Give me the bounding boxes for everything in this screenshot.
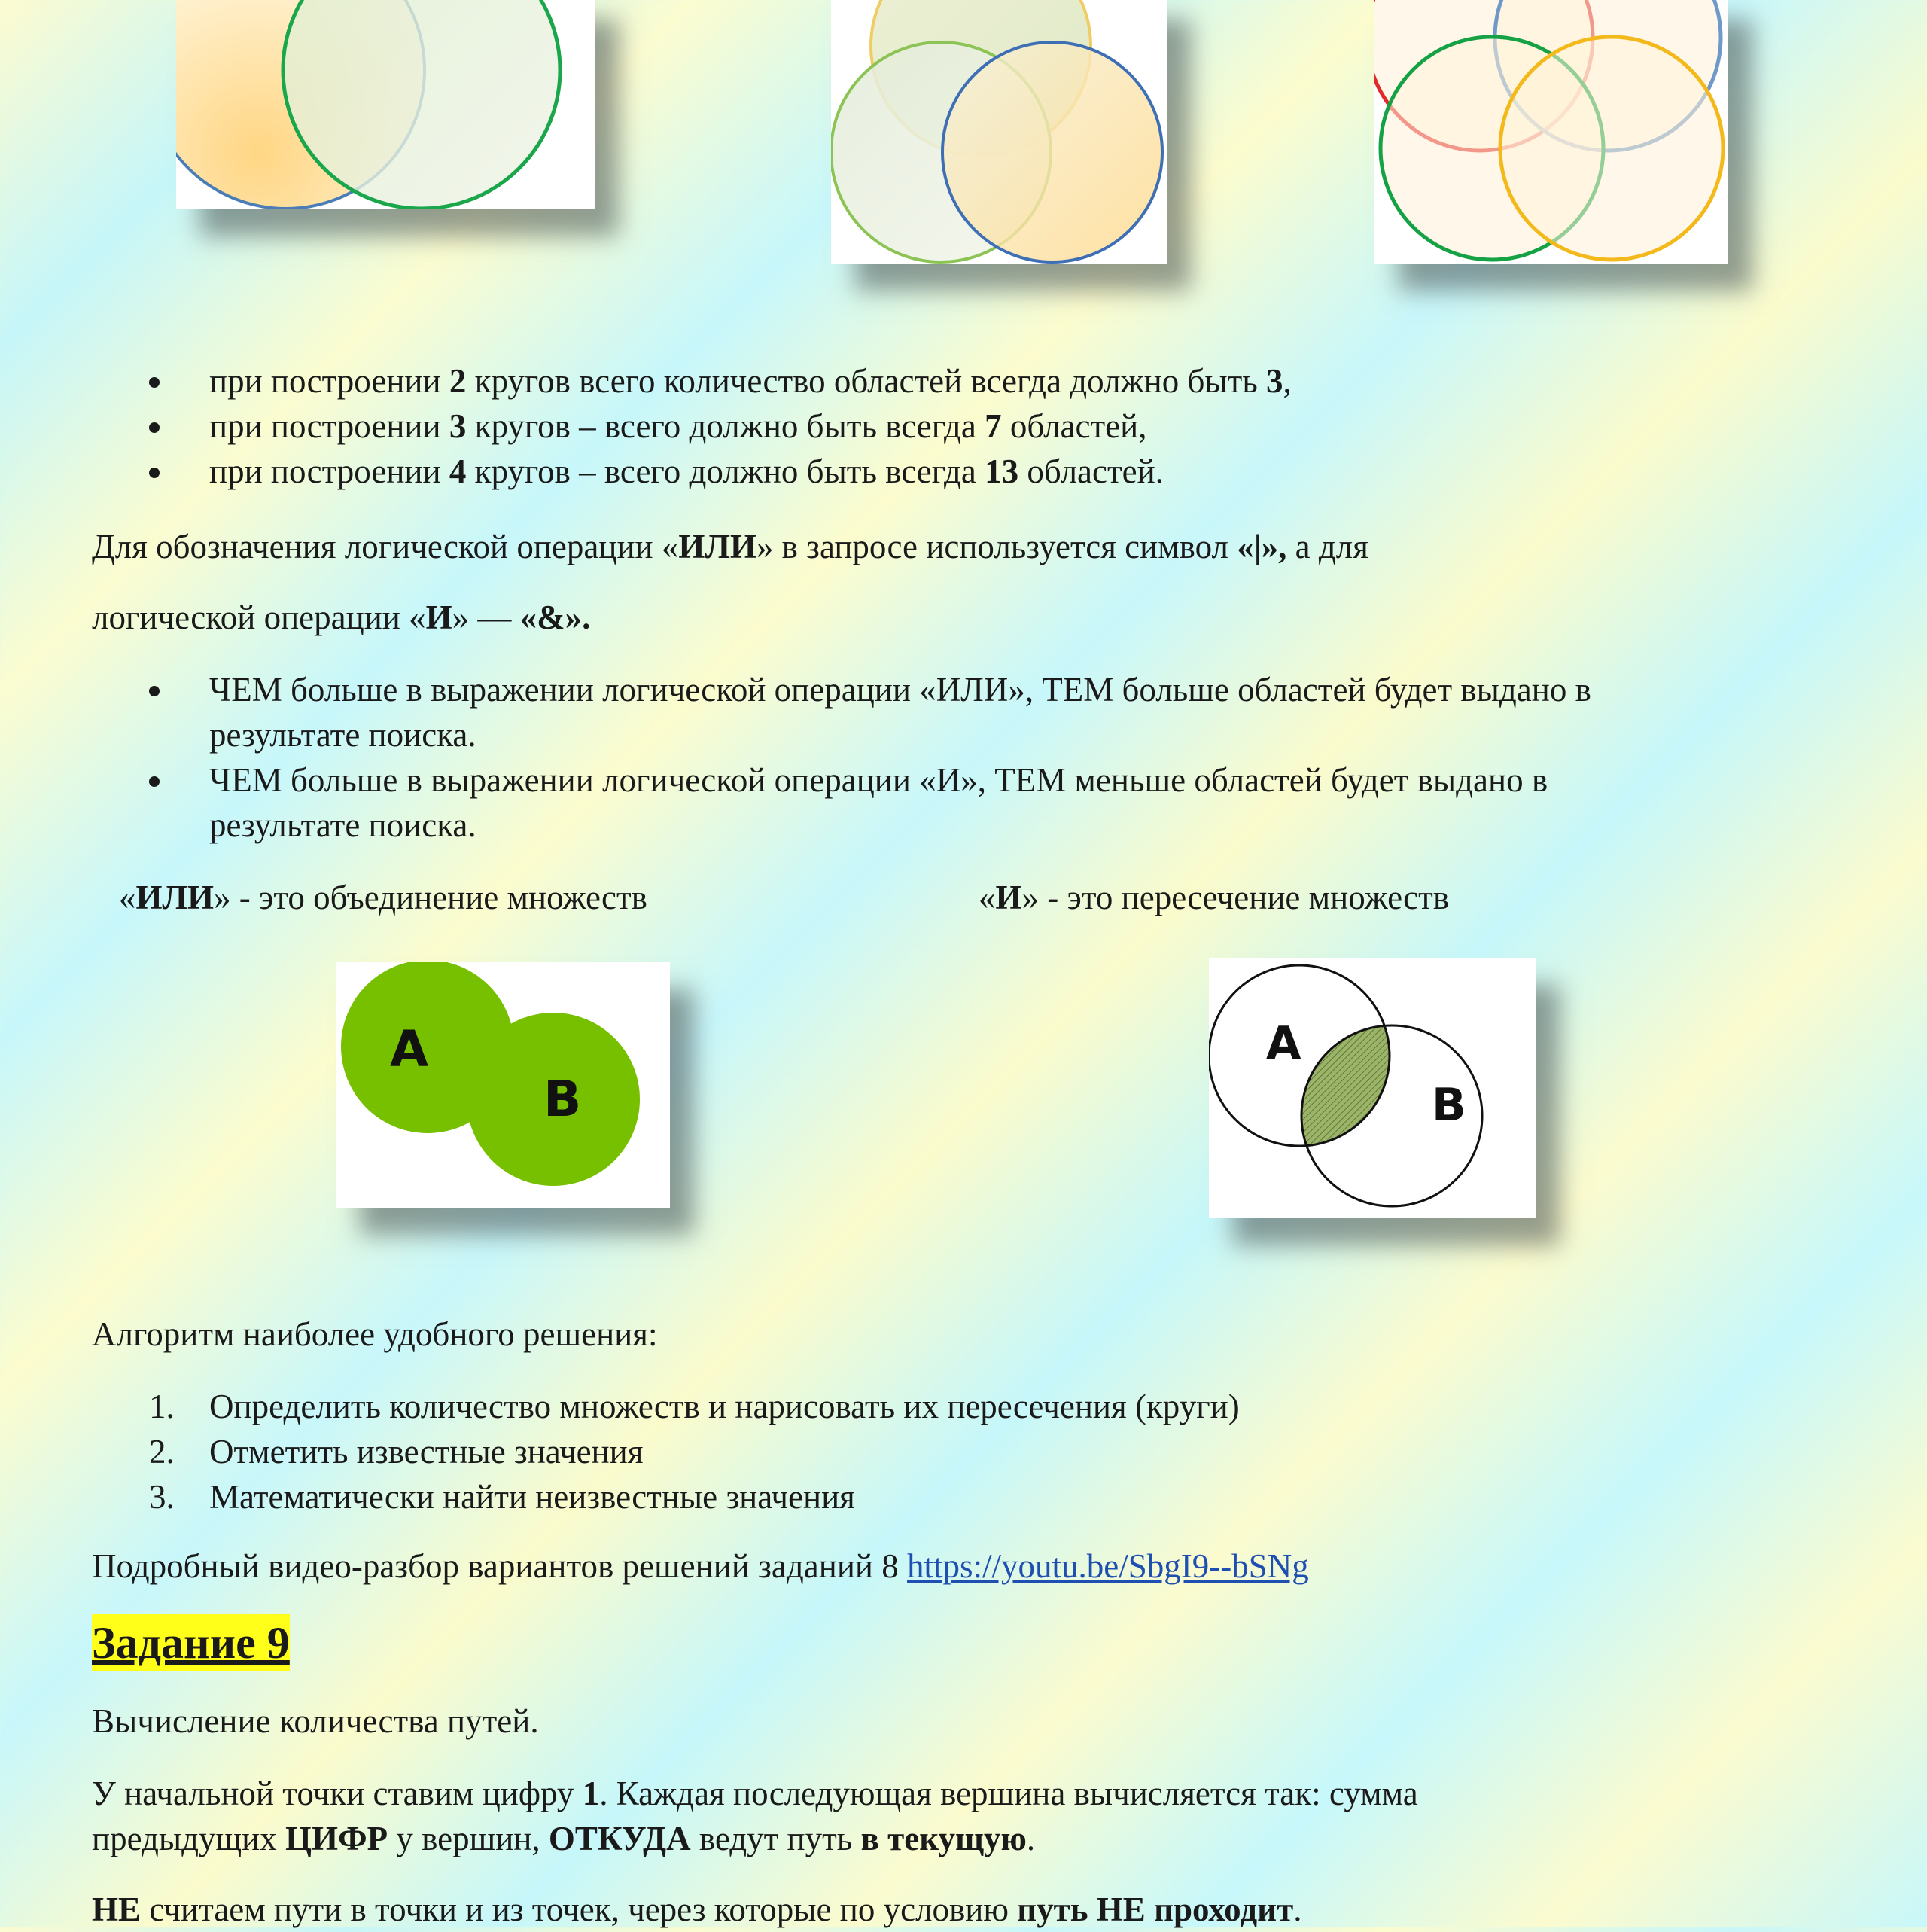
intersection-diagram <box>1209 958 1536 1218</box>
task-9-paragraph-1: У начальной точки ставим цифру 1. Каждая последующая вершина вычисляется так: сумма предыдущих ЦИФР у вершин, ОТКУДА ведут путь в текущую. <box>92 1775 1418 1857</box>
task-9-paragraph-2: НЕ считаем пути в точки и из точек, через которые по условию путь НЕ проходит. <box>92 1891 1302 1928</box>
operators-line-1: Для обозначения логической операции «ИЛИ» в запросе используется символ «|», а для <box>92 528 1368 565</box>
list-item: 2. Отметить известные значения <box>149 1433 644 1470</box>
intersection-svg <box>1209 958 1536 1218</box>
venn-two-circles-svg <box>176 0 595 209</box>
venn-diagram-four-circles <box>1374 0 1728 264</box>
list-item: 1. Определить количество множеств и нарисовать их пересечения (круги) <box>149 1388 1240 1425</box>
caption-and-intersection: «И» - это пересечение множеств <box>979 879 1450 916</box>
venn-diagram-two-circles <box>176 0 595 209</box>
list-item: ЧЕМ больше в выражении логической операции «И», ТЕМ меньше областей будет выдано в результате поиска. <box>92 757 1853 848</box>
union-label-a: A <box>390 1020 429 1078</box>
list-item: 3. Математически найти неизвестные значения <box>149 1478 855 1516</box>
task-9-subtitle: Вычисление количества путей. <box>92 1702 539 1740</box>
list-item: при построении 3 кругов – всего должно быть всегда 7 областей, <box>92 404 1823 449</box>
list-item: при построении 2 кругов всего количество областей всегда должно быть 3, <box>92 358 1823 404</box>
algorithm-title: Алгоритм наиболее удобного решения: <box>92 1315 658 1353</box>
video-link[interactable]: https://youtu.be/SbgI9--bSNg <box>907 1547 1309 1585</box>
video-paragraph: Подробный видео-разбор вариантов решений заданий 8 https://youtu.be/SbgI9--bSNg <box>92 1547 1309 1585</box>
caption-or-union: «ИЛИ» - это объединение множеств <box>119 879 647 916</box>
union-label-b: B <box>543 1070 582 1128</box>
task-9-title: Задание 9 <box>92 1614 290 1671</box>
intersection-label-b: B <box>1432 1079 1466 1132</box>
venn-four-circles-svg <box>1374 0 1728 264</box>
venn3-circle-right <box>942 42 1162 262</box>
algorithm-steps <box>92 1384 1823 1519</box>
venn-diagram-three-circles <box>831 0 1167 264</box>
union-diagram <box>336 962 670 1208</box>
more-less-list <box>92 667 1853 848</box>
union-svg <box>336 962 670 1208</box>
venn-three-circles-svg <box>831 0 1167 264</box>
list-item: ЧЕМ больше в выражении логической операции «ИЛИ», ТЕМ больше областей будет выдано в результате поиска. <box>92 667 1853 757</box>
list-item: при построении 4 кругов – всего должно быть всегда 13 областей. <box>92 449 1823 494</box>
operators-line-2: логической операции «И» — «&». <box>92 599 591 636</box>
region-rules-list <box>92 358 1823 494</box>
venn4-circle-bottom-right <box>1500 37 1723 260</box>
intersection-label-a: A <box>1266 1017 1301 1070</box>
